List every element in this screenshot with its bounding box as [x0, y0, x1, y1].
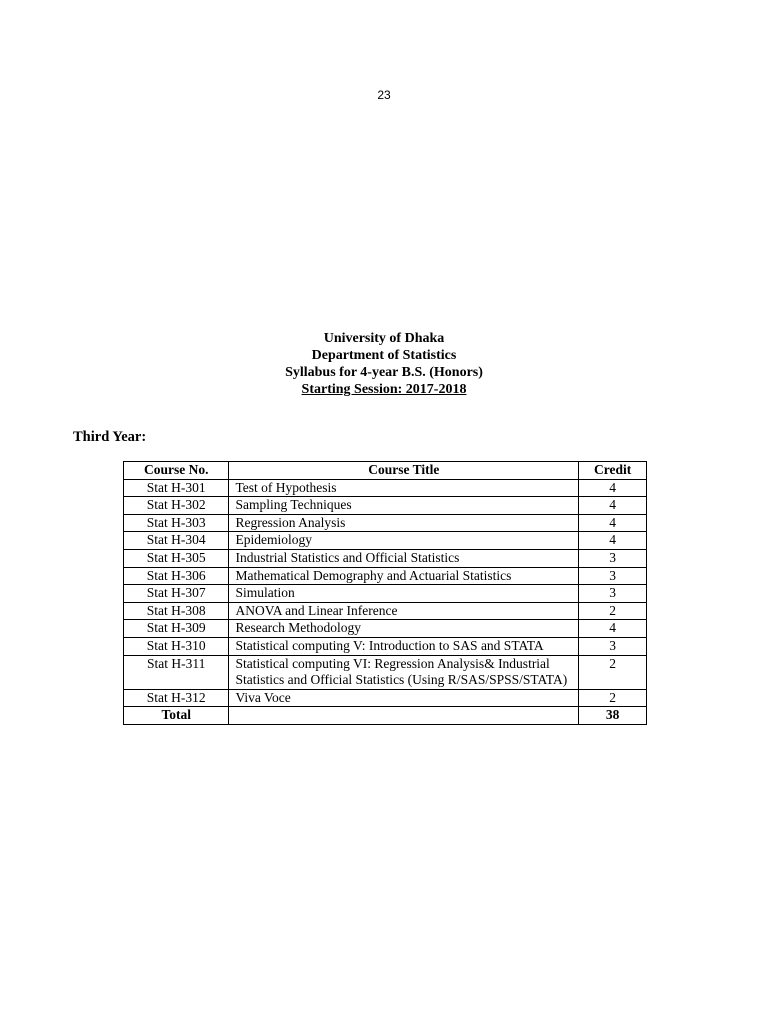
course-title-cell: Epidemiology: [229, 532, 579, 550]
total-row: [124, 707, 647, 725]
credit-cell: 2: [579, 689, 647, 707]
table-row: [124, 655, 647, 689]
table-row: [124, 479, 647, 497]
credit-cell: 4: [579, 497, 647, 515]
total-title-cell: [229, 707, 579, 725]
credit-cell: 4: [579, 620, 647, 638]
credit-cell: 3: [579, 585, 647, 603]
credit-cell: 4: [579, 532, 647, 550]
session-text: Starting Session: 2017-2018: [301, 382, 467, 397]
table-row: [124, 549, 647, 567]
course-no-cell: Stat H-304: [124, 532, 229, 550]
header-credit: Credit: [579, 462, 647, 480]
table-row: [124, 567, 647, 585]
session-line: [0, 381, 768, 398]
course-title-cell: Sampling Techniques: [229, 497, 579, 515]
syllabus-title: Syllabus for 4-year B.S. (Honors): [285, 365, 483, 380]
course-no-cell: Stat H-308: [124, 602, 229, 620]
table-row: [124, 497, 647, 515]
course-no-cell: Stat H-310: [124, 637, 229, 655]
table-row: [124, 620, 647, 638]
table-row: [124, 532, 647, 550]
course-no-cell: Stat H-301: [124, 479, 229, 497]
course-title-cell: Simulation: [229, 585, 579, 603]
total-credit: 38: [579, 707, 647, 725]
course-title-cell: Statistical computing VI: Regression Analysis& Industrial Statistics and Official Statistics (Using R/SAS/SPSS/STATA): [229, 655, 579, 689]
page-number: 23: [377, 88, 391, 102]
table-row: [124, 585, 647, 603]
table-row: [124, 514, 647, 532]
table-header-row: [124, 462, 647, 480]
credit-cell: 4: [579, 514, 647, 532]
credit-cell: 4: [579, 479, 647, 497]
course-title-cell: Regression Analysis: [229, 514, 579, 532]
course-title-cell: Research Methodology: [229, 620, 579, 638]
course-no-cell: Stat H-309: [124, 620, 229, 638]
total-label: Total: [124, 707, 229, 725]
document-heading: [0, 330, 768, 398]
course-no-cell: Stat H-305: [124, 549, 229, 567]
table-row: [124, 637, 647, 655]
credit-cell: 3: [579, 637, 647, 655]
course-title-cell: Mathematical Demography and Actuarial Statistics: [229, 567, 579, 585]
header-course-no: Course No.: [124, 462, 229, 480]
course-title-cell: Viva Voce: [229, 689, 579, 707]
course-title-cell: Industrial Statistics and Official Statistics: [229, 549, 579, 567]
header-course-title: Course Title: [229, 462, 579, 480]
credit-cell: 3: [579, 549, 647, 567]
course-no-cell: Stat H-302: [124, 497, 229, 515]
course-title-cell: ANOVA and Linear Inference: [229, 602, 579, 620]
table-row: [124, 602, 647, 620]
table-row: [124, 689, 647, 707]
course-no-cell: Stat H-311: [124, 655, 229, 689]
university-name: University of Dhaka: [323, 331, 445, 346]
section-label: Third Year:: [73, 429, 147, 445]
credit-cell: 2: [579, 602, 647, 620]
course-title-cell: Test of Hypothesis: [229, 479, 579, 497]
credit-cell: 3: [579, 567, 647, 585]
credit-cell: 2: [579, 655, 647, 689]
department-name: Department of Statistics: [311, 348, 457, 363]
course-no-cell: Stat H-303: [124, 514, 229, 532]
course-table: [123, 461, 647, 725]
course-no-cell: Stat H-307: [124, 585, 229, 603]
course-no-cell: Stat H-306: [124, 567, 229, 585]
course-no-cell: Stat H-312: [124, 689, 229, 707]
course-title-cell: Statistical computing V: Introduction to SAS and STATA: [229, 637, 579, 655]
